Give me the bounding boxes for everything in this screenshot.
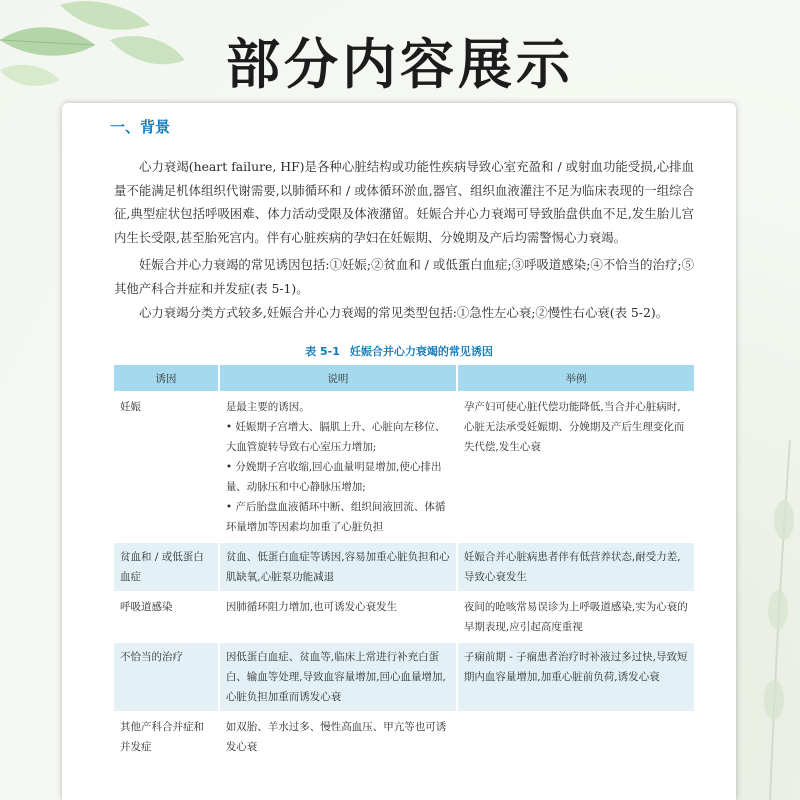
section-heading: 一、背景 (110, 118, 171, 136)
table-row (114, 393, 694, 543)
cell-example (458, 713, 694, 763)
cell-description (220, 393, 458, 543)
description-line: 是最主要的诱因。 (225, 401, 310, 413)
cell-cause: 其他产科合并症和并发症 (114, 713, 220, 763)
table-row (114, 593, 694, 643)
paragraph-types: 心力衰竭分类方式较多,妊娠合并心力衰竭的常见类型包括:①急性左心衰;②慢性右心衰(表 5-2)。 (139, 305, 669, 320)
branch-decoration-icon (740, 380, 800, 800)
description-bullet: • 妊娠期子宫增大、膈肌上升、心脏向左移位、大血管旋转导致右心室压力增加; (225, 421, 446, 453)
cell-description: 如双胎、羊水过多、慢性高血压、甲亢等也可诱发心衰 (220, 713, 458, 763)
description-bullet: • 产后胎盘血液循环中断、组织间液回流、体循环量增加等因素均加重了心脏负担 (225, 501, 446, 533)
cell-description: 因肺循环阻力增加,也可诱发心衰发生 (220, 593, 458, 643)
cell-cause: 妊娠 (114, 393, 220, 543)
paragraph-definition: 心力衰竭(heart failure, HF)是各种心脏结构或功能性疾病导致心室充盈和 / 或射血功能受损,心排血量不能满足机体组织代谢需要,以肺循环和 / 或体循环淤血,器官、组织血液灌注不足为临床表现的一组综合征,典型症状包括呼吸困难、体力活动受限及体液潴留。妊娠合并心力衰竭可导致胎盘供血不足,发生胎儿宫内生长受限,甚至胎死宫内。伴有心脏疾病的孕妇在妊娠期、分娩期及产后均需警惕心力衰竭。 (114, 159, 694, 245)
cell-cause: 不恰当的治疗 (114, 643, 220, 713)
header-example: 举例 (458, 365, 694, 393)
cell-example: 子痫前期 - 子痫患者治疗时补液过多过快,导致短期内血容量增加,加重心脏前负荷,诱发心衰 (458, 643, 694, 713)
table-row (114, 713, 694, 763)
table-row (114, 643, 694, 713)
header-description: 说明 (220, 365, 458, 393)
cell-example: 夜间的呛咳常易误诊为上呼吸道感染,实为心衰的早期表现,应引起高度重视 (458, 593, 694, 643)
cell-example: 妊娠合并心脏病患者伴有低营养状态,耐受力差,导致心衰发生 (458, 543, 694, 593)
table-header-row (114, 365, 694, 393)
cell-cause: 呼吸道感染 (114, 593, 220, 643)
description-bullet: • 分娩期子宫收缩,回心血量明显增加,使心排出量、动脉压和中心静脉压增加; (225, 461, 442, 493)
cell-description: 贫血、低蛋白血症等诱因,容易加重心脏负担和心肌缺氧,心脏泵功能减退 (220, 543, 458, 593)
paragraph-causes: 妊娠合并心力衰竭的常见诱因包括:①妊娠;②贫血和 / 或低蛋白血症;③呼吸道感染;④不恰当的治疗;⑤其他产科合并症和并发症(表 5-1)。 (114, 257, 694, 296)
table-caption-title: 妊娠合并心力衰竭的常见诱因 (349, 345, 493, 358)
table-caption (62, 343, 736, 359)
table-row (114, 543, 694, 593)
cell-example: 孕产妇可使心脏代偿功能降低,当合并心脏病时,心脏无法承受妊娠期、分娩期及产后生理变化而失代偿,发生心衰 (458, 393, 694, 543)
banner-title: 部分内容展示 (226, 33, 574, 96)
book-page (62, 103, 736, 800)
cell-description: 因低蛋白血症、贫血等,临床上常进行补充白蛋白、输血等处理,导致血容量增加,回心血量增加,心脏负担加重而诱发心衰 (220, 643, 458, 713)
header-cause: 诱因 (114, 365, 220, 393)
table-caption-number: 表 5-1 (305, 345, 340, 358)
cell-cause: 贫血和 / 或低蛋白血症 (114, 543, 220, 593)
causes-table (114, 365, 694, 763)
